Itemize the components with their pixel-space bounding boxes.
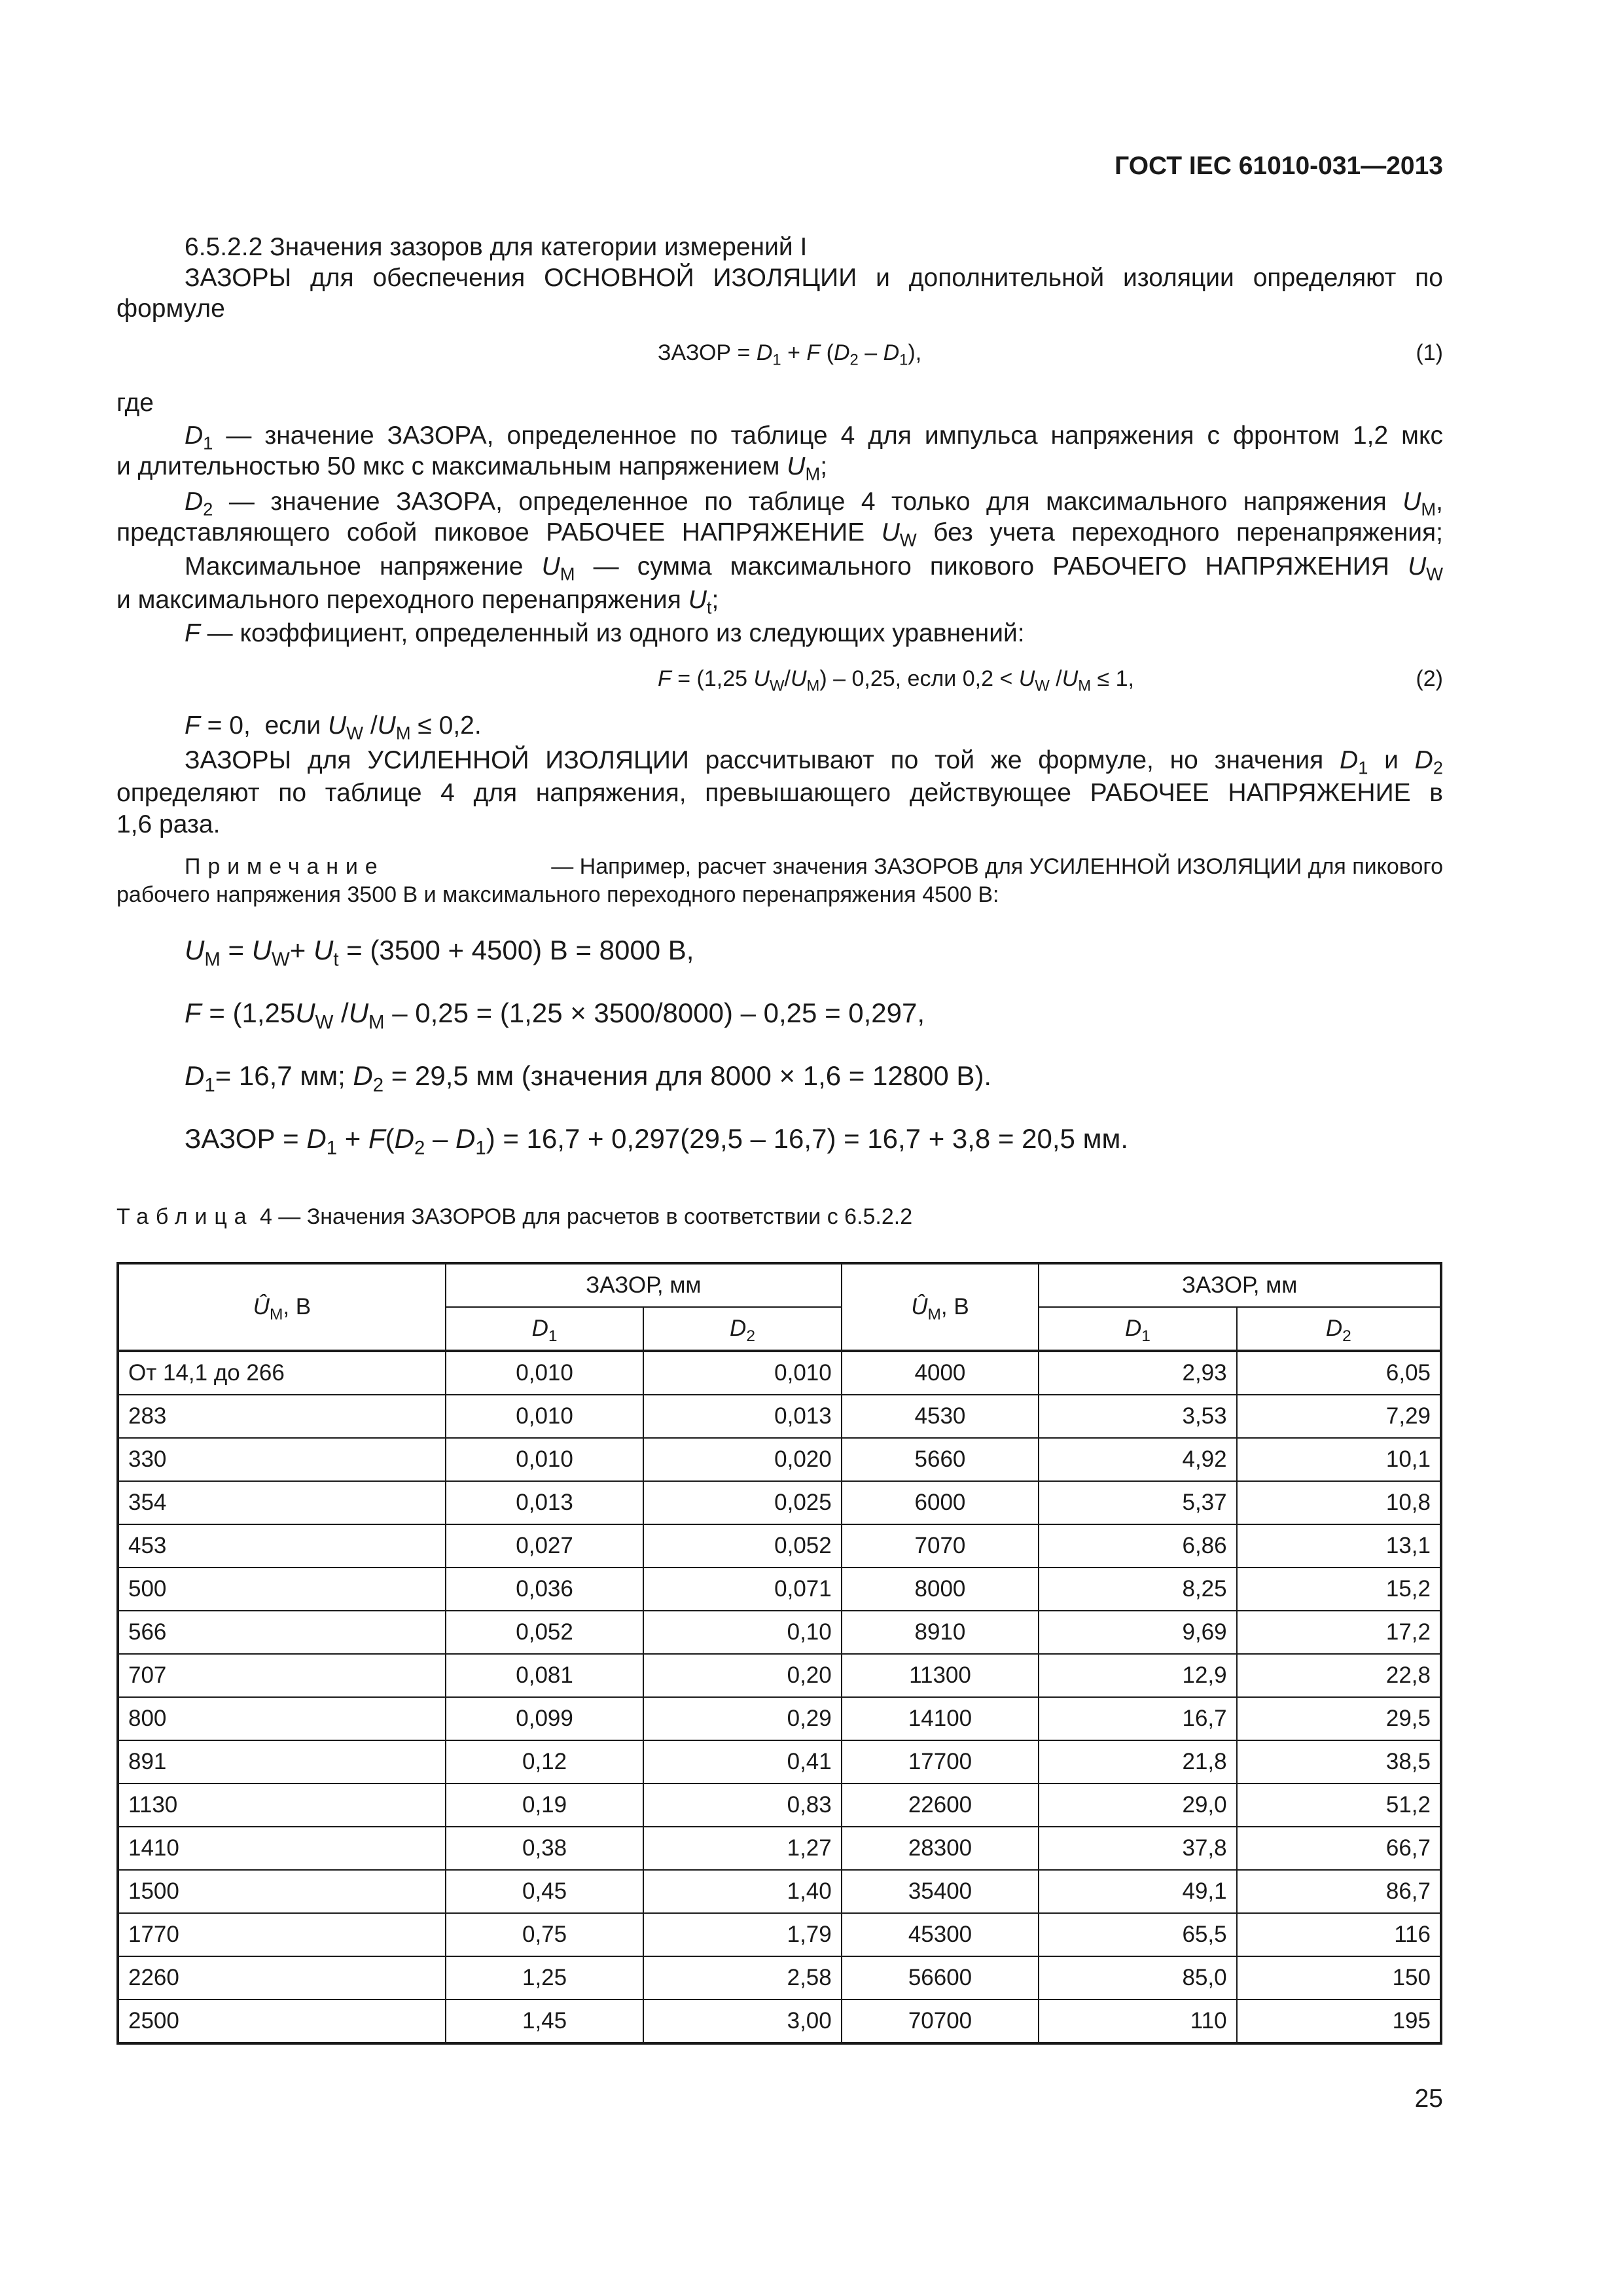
d1-definition-text-2: и длительностью 50 мкс с максимальным напряжением bbox=[116, 452, 780, 480]
page-number: 25 bbox=[1414, 2085, 1443, 2113]
table-cell: 891 bbox=[118, 1740, 446, 1784]
table-cell: 6000 bbox=[842, 1481, 1039, 1524]
d1-definition-cont: и длительностью 50 мкс с максимальным напряжением $U_M$; bbox=[116, 452, 828, 484]
table-cell: 35400 bbox=[842, 1870, 1039, 1913]
table-row bbox=[118, 1351, 1441, 1395]
d2-definition-text-3: без учета переходного перенапряжения; bbox=[933, 518, 1443, 547]
table-cell: 0,010 bbox=[446, 1395, 643, 1438]
table-cell: 1410 bbox=[118, 1827, 446, 1870]
table-row bbox=[118, 1654, 1441, 1697]
table-cell: 45300 bbox=[842, 1913, 1039, 1956]
table-cell: 17,2 bbox=[1237, 1611, 1441, 1654]
table-cell: 0,071 bbox=[643, 1568, 841, 1611]
um-unit: , В bbox=[283, 1294, 312, 1319]
table-cell: 4,92 bbox=[1039, 1438, 1236, 1481]
um-definition: Максимальное напряжение $U_M$ — сумма максимального пикового РАБОЧЕГО НАПРЯЖЕНИЯ $U_W$ bbox=[185, 552, 1444, 584]
table-cell: 0,38 bbox=[446, 1827, 643, 1870]
table-cell: 1500 bbox=[118, 1870, 446, 1913]
table-cell: 7,29 bbox=[1237, 1395, 1441, 1438]
table-cell: 16,7 bbox=[1039, 1697, 1236, 1740]
table-cell: От 14,1 до 266 bbox=[118, 1351, 446, 1395]
col-header-um: $Û_M$, В bbox=[118, 1263, 446, 1351]
table-cell: 330 bbox=[118, 1438, 446, 1481]
reinforced-paragraph: ЗАЗОРЫ для УСИЛЕННОЙ ИЗОЛЯЦИИ рассчитывают по той же формуле, но значения $D_1$ и $D_2$ bbox=[185, 746, 1443, 778]
table-cell: 0,75 bbox=[446, 1913, 643, 1956]
table-cell: 0,052 bbox=[643, 1524, 841, 1568]
table-cell: 0,83 bbox=[643, 1784, 841, 1827]
table-cell: 1770 bbox=[118, 1913, 446, 1956]
table-row bbox=[118, 1481, 1441, 1524]
table-cell: 2500 bbox=[118, 2000, 446, 2043]
table-cell: 0,19 bbox=[446, 1784, 643, 1827]
table-cell: 85,0 bbox=[1039, 1956, 1236, 2000]
table-row bbox=[118, 1611, 1441, 1654]
table-cell: 1,25 bbox=[446, 1956, 643, 2000]
reinforced-paragraph-cont: определяют по таблице 4 для напряжения, превышающего действующее РАБОЧЕЕ НАПРЯЖЕНИЕ в bbox=[116, 779, 1443, 807]
note-text-cont: рабочего напряжения 3500 В и максимального переходного перенапряжения 4500 В: bbox=[116, 882, 999, 907]
table-label: Таблица bbox=[116, 1204, 254, 1229]
table-cell: 65,5 bbox=[1039, 1913, 1236, 1956]
table-row bbox=[118, 1913, 1441, 1956]
table-cell: 2260 bbox=[118, 1956, 446, 2000]
table-cell: 1,45 bbox=[446, 2000, 643, 2043]
table-cell: 6,86 bbox=[1039, 1524, 1236, 1568]
table-cell: 7070 bbox=[842, 1524, 1039, 1568]
table-caption bbox=[116, 1203, 912, 1230]
table-cell: 500 bbox=[118, 1568, 446, 1611]
table-cell: 116 bbox=[1237, 1913, 1441, 1956]
table-cell: 354 bbox=[118, 1481, 446, 1524]
table-cell: 66,7 bbox=[1237, 1827, 1441, 1870]
col-header-um-2: $Û_M$, В bbox=[842, 1263, 1039, 1351]
table-cell: 49,1 bbox=[1039, 1870, 1236, 1913]
col-header-d2-2: $D_2$ bbox=[1237, 1307, 1441, 1351]
section-title: 6.5.2.2 Значения зазоров для категории измерений I bbox=[185, 233, 808, 261]
example-calc-f: $F = (1,25U_W$ $/U_M - 0,25 = (1,25 \times 3500/8000) - 0,25 = 0,297$, bbox=[185, 997, 925, 1033]
paragraph-line: формуле bbox=[116, 295, 225, 323]
table-cell: 1130 bbox=[118, 1784, 446, 1827]
col-header-clearance-2: ЗАЗОР, мм bbox=[1039, 1263, 1441, 1307]
table-cell: 283 bbox=[118, 1395, 446, 1438]
table-cell: 707 bbox=[118, 1654, 446, 1697]
table-cell: 38,5 bbox=[1237, 1740, 1441, 1784]
f-definition-text: — коэффициент, определенный из одного из следующих уравнений: bbox=[207, 619, 1025, 647]
table-cell: 8910 bbox=[842, 1611, 1039, 1654]
table-cell: 1,40 bbox=[643, 1870, 841, 1913]
table-cell: 0,081 bbox=[446, 1654, 643, 1697]
table-cell: 17700 bbox=[842, 1740, 1039, 1784]
table-cell: 0,20 bbox=[643, 1654, 841, 1697]
note bbox=[185, 853, 1443, 880]
table-cell: 0,025 bbox=[643, 1481, 841, 1524]
table-row bbox=[118, 1827, 1441, 1870]
table-cell: 195 bbox=[1237, 2000, 1441, 2043]
table-cell: 0,10 bbox=[643, 1611, 841, 1654]
table-cell: 3,00 bbox=[643, 2000, 841, 2043]
col-header-d1-2: $D_1$ bbox=[1039, 1307, 1236, 1351]
um-symbol: Û bbox=[253, 1294, 270, 1319]
table-cell: 10,1 bbox=[1237, 1438, 1441, 1481]
table-cell: 0,010 bbox=[446, 1351, 643, 1395]
um-definition-text-2: — сумма максимального пикового РАБОЧЕГО НАПРЯЖЕНИЯ bbox=[593, 552, 1389, 581]
clearance-table bbox=[116, 1262, 1442, 2045]
table-cell: 453 bbox=[118, 1524, 446, 1568]
table-cell: 14100 bbox=[842, 1697, 1039, 1740]
table-cell: 86,7 bbox=[1237, 1870, 1441, 1913]
table-cell: 11300 bbox=[842, 1654, 1039, 1697]
table-cell: 0,12 bbox=[446, 1740, 643, 1784]
table-row bbox=[118, 1870, 1441, 1913]
table-cell: 29,0 bbox=[1039, 1784, 1236, 1827]
example-calc-d: $D_1= 16,7$ мм; $D_2 = 29,5$ мм (значения для 8000 × 1,6 = 12800 В). bbox=[185, 1060, 992, 1096]
table-row bbox=[118, 1784, 1441, 1827]
table-cell: 70700 bbox=[842, 2000, 1039, 2043]
table-row bbox=[118, 1395, 1441, 1438]
um-symbol-2: Û bbox=[911, 1294, 928, 1319]
document-header: ГОСТ IEC 61010-031—2013 bbox=[1115, 152, 1443, 180]
example-calc-um: $U_M = U_W+ U_t = (3500 + 4500) В = 8000$ В, bbox=[185, 935, 694, 971]
table-cell: 12,9 bbox=[1039, 1654, 1236, 1697]
table-cell: 1,27 bbox=[643, 1827, 841, 1870]
d2-definition-cont: представляющего собой пиковое РАБОЧЕЕ НАПРЯЖЕНИЕ $U_W$ без учета переходного перенапряжения; bbox=[116, 518, 1443, 550]
d2-definition-text: — значение ЗАЗОРА, определенное по таблице 4 только для максимального напряжения bbox=[228, 488, 1387, 516]
table-cell: 21,8 bbox=[1039, 1740, 1236, 1784]
col-header-clearance: ЗАЗОР, мм bbox=[446, 1263, 842, 1307]
table-cell: 2,58 bbox=[643, 1956, 841, 2000]
table-cell: 0,036 bbox=[446, 1568, 643, 1611]
table-cell: 29,5 bbox=[1237, 1697, 1441, 1740]
d2-definition-text-2: представляющего собой пиковое РАБОЧЕЕ НАПРЯЖЕНИЕ bbox=[116, 518, 865, 547]
table-cell: 37,8 bbox=[1039, 1827, 1236, 1870]
col-header-d2: $D_2$ bbox=[643, 1307, 841, 1351]
paragraph-line: ЗАЗОРЫ для обеспечения ОСНОВНОЙ ИЗОЛЯЦИИ и дополнительной изоляции определяют по bbox=[185, 264, 1443, 292]
table-row bbox=[118, 1524, 1441, 1568]
table-cell: 110 bbox=[1039, 2000, 1236, 2043]
table-cell: 4000 bbox=[842, 1351, 1039, 1395]
table-cell: 0,052 bbox=[446, 1611, 643, 1654]
formula-2b: F = 0, если $U_W$ $/U_M \le 0,2$. bbox=[185, 711, 482, 744]
table-cell: 1,79 bbox=[643, 1913, 841, 1956]
d1-definition-text: — значение ЗАЗОРА, определенное по таблице 4 для импульса напряжения с фронтом 1,2 мкс bbox=[226, 422, 1443, 450]
table-row bbox=[118, 1740, 1441, 1784]
col-header-d1: $D_1$ bbox=[446, 1307, 643, 1351]
f-definition: F — коэффициент, определенный из одного из следующих уравнений: bbox=[185, 619, 1025, 647]
table-body bbox=[118, 1351, 1441, 2043]
um-definition-cont: и максимального переходного перенапряжения $U_t$; bbox=[116, 586, 719, 618]
table-cell: 13,1 bbox=[1237, 1524, 1441, 1568]
formula-1: ЗАЗОР = $D_1 + F$ $(D_2 - D_1)$, bbox=[658, 340, 922, 369]
note-text: — Например, расчет значения ЗАЗОРОВ для УСИЛЕННОЙ ИЗОЛЯЦИИ для пикового bbox=[551, 854, 1443, 879]
table-cell: 28300 bbox=[842, 1827, 1039, 1870]
table-cell: 0,41 bbox=[643, 1740, 841, 1784]
table-cell: 800 bbox=[118, 1697, 446, 1740]
table-cell: 5,37 bbox=[1039, 1481, 1236, 1524]
table-cell: 56600 bbox=[842, 1956, 1039, 2000]
formula-1-number: (1) bbox=[1416, 340, 1443, 365]
where-label: где bbox=[116, 389, 154, 417]
table-cell: 0,013 bbox=[643, 1395, 841, 1438]
um-definition-text-3: и максимального переходного перенапряжения bbox=[116, 586, 681, 614]
table-cell: 5660 bbox=[842, 1438, 1039, 1481]
table-cell: 0,010 bbox=[643, 1351, 841, 1395]
table-cell: 566 bbox=[118, 1611, 446, 1654]
formula-2: F = (1,25 $U_W/U_M) - 0,25$, если $0,2 < U_W$ $/U_M \le 1$, bbox=[658, 666, 1134, 695]
table-cell: 0,010 bbox=[446, 1438, 643, 1481]
table-cell: 0,099 bbox=[446, 1697, 643, 1740]
note-label: Примечание bbox=[185, 854, 385, 879]
um-definition-text: Максимальное напряжение bbox=[185, 552, 524, 581]
table-cell: 3,53 bbox=[1039, 1395, 1236, 1438]
table-cell: 0,027 bbox=[446, 1524, 643, 1568]
table-cell: 0,020 bbox=[643, 1438, 841, 1481]
table-cell: 8000 bbox=[842, 1568, 1039, 1611]
table-cell: 150 bbox=[1237, 1956, 1441, 2000]
table-row bbox=[118, 1568, 1441, 1611]
example-calc-clearance: ЗАЗОР = $D_1 + F(D_2 - D_1) = 16,7 + 0,297(29,5 - 16,7) = 16,7 + 3,8 = 20,5$ мм. bbox=[185, 1123, 1128, 1159]
reinforced-paragraph-end: 1,6 раза. bbox=[116, 810, 221, 838]
table-cell: 10,8 bbox=[1237, 1481, 1441, 1524]
table-cell: 15,2 bbox=[1237, 1568, 1441, 1611]
table-caption-text: 4 — Значения ЗАЗОРОВ для расчетов в соответствии с 6.5.2.2 bbox=[259, 1204, 913, 1229]
table-cell: 0,45 bbox=[446, 1870, 643, 1913]
table-row bbox=[118, 1697, 1441, 1740]
formula-2-number: (2) bbox=[1416, 666, 1443, 691]
table-cell: 6,05 bbox=[1237, 1351, 1441, 1395]
d1-definition: $D_1$ — значение ЗАЗОРА, определенное по таблице 4 для импульса напряжения с фронтом 1,2 мкс bbox=[185, 422, 1443, 454]
table-cell: 9,69 bbox=[1039, 1611, 1236, 1654]
table-cell: 51,2 bbox=[1237, 1784, 1441, 1827]
d2-definition: $D_2$ — значение ЗАЗОРА, определенное по таблице 4 только для максимального напряжения $U_M$, bbox=[185, 488, 1443, 520]
table-cell: 8,25 bbox=[1039, 1568, 1236, 1611]
um-unit-2: , В bbox=[940, 1294, 969, 1319]
table-cell: 22600 bbox=[842, 1784, 1039, 1827]
reinforced-text: ЗАЗОРЫ для УСИЛЕННОЙ ИЗОЛЯЦИИ рассчитывают по той же формуле, но значения bbox=[185, 746, 1324, 774]
table-row bbox=[118, 1438, 1441, 1481]
table-cell: 0,29 bbox=[643, 1697, 841, 1740]
table-cell: 4530 bbox=[842, 1395, 1039, 1438]
table-row bbox=[118, 2000, 1441, 2043]
table-cell: 22,8 bbox=[1237, 1654, 1441, 1697]
table-cell: 2,93 bbox=[1039, 1351, 1236, 1395]
table-cell: 0,013 bbox=[446, 1481, 643, 1524]
table-row bbox=[118, 1956, 1441, 2000]
